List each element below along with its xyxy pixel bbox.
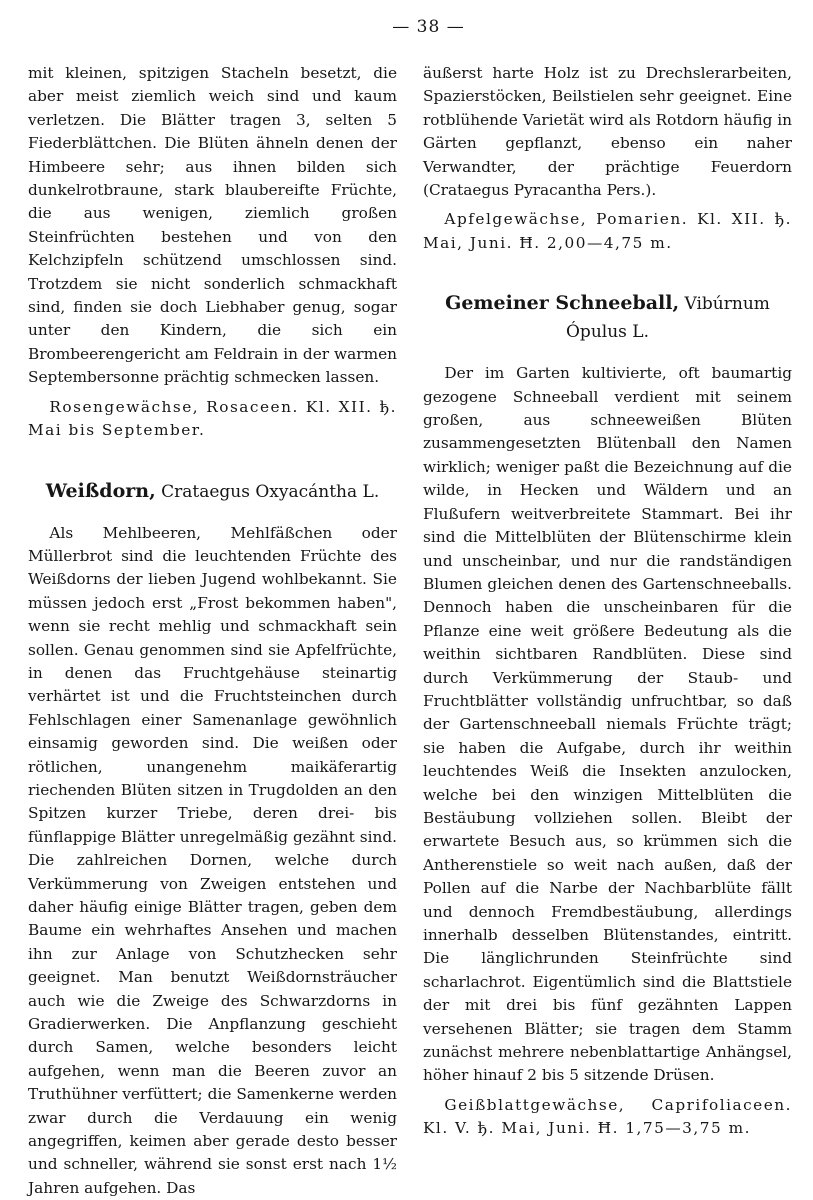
brombeere-text-continued: mit kleinen, spitzigen Stacheln besetzt, die aber meist ziemlich weich sind und kaum verletzen. Die Blätter tragen 3, selten 5 Fiederblättchen. Die Blüten ähneln denen der Himbeere sehr; aus ihnen bilden sich dunkelrotbraune, stark blaubereifte Früchte, die aus wenigen, ziemlich großen Steinfrüchten bestehen und von den Kelchzipfeln schützend umschlossen sind. Trotzdem sie nicht sonderlich schmackhaft sind, finden sie doch Liebhaber genug, sogar unter den Kindern, die sich ein Brombeerengericht am Feldrain in der warmen Septembersonne prächtig schmecken lassen. — [28, 64, 397, 387]
page-number: — 38 — — [392, 17, 465, 37]
page-header — [28, 0, 793, 62]
weissdorn-latin: Crataegus Oxyacántha L. — [161, 481, 380, 502]
weissdorn-text-continued: äußerst harte Holz ist zu Drechslerarbeiten, Spazierstöcken, Beilstielen sehr geeignet. Eine rotblühende Varietät wird als Rotdorn häufig in Gärten gepflanzt, ebenso ein naher Verwandter, der prächtige Feuerdorn (Crataegus Pyracantha Pers.). — [423, 64, 792, 200]
weissdorn-heading — [28, 477, 397, 506]
weissdorn-name: Weißdorn, — [45, 479, 156, 502]
family-rosaceae-line: Rosengewächse, Rosaceen. Kl. XII. ђ. Mai bis September. — [28, 397, 397, 440]
schneeball-heading — [423, 289, 792, 346]
schneeball-name: Gemeiner Schneeball, — [445, 292, 680, 315]
weissdorn-text: Als Mehlbeeren, Mehlfäßchen oder Müllerbrot sind die leuchtenden Früchte des Weißdorns der lieben Jugend wohlbekannt. Sie müssen jedoch erst „Frost bekommen haben", wenn sie recht mehlig und schmackhaft sein sollen. Genau genommen sind sie Apfelfrüchte, in denen das Fruchtgehäuse steinartig verhärtet ist und die Fruchtsteinchen durch Fehlschlagen einer Samenanlage gewöhnlich einsamig geworden sind. Die weißen oder rötlichen, unangenehm maikäferartig riechenden Blüten sitzen in Trugdolden an den Spitzen kurzer Triebe, deren drei- bis fünflappige Blätter unregelmäßig gezähnt sind. Die zahlreichen Dornen, welche durch Verkümmerung von Zweigen entstehen und daher häufig einige Blätter tragen, geben dem Baume ein wehrhaftes Ansehen und machen ihn zur Anlage von Schutzhecken sehr geeignet. Man benutzt Weißdornsträucher auch wie die Zweige des Schwarzdorns in Gradierwerken. Die Anpflanzung geschieht durch Samen, welche besonders leicht aufgehen, wenn man die Beeren zuvor an Truthühner verfüttert; die Samenkerne werden zwar durch die Verdauung ein wenig angegriffen, keimen aber gerade desto besser und schneller, während sie sonst erst nach 1½ Jahren aufgehen. Das — [28, 523, 397, 1197]
family-caprifoliaceae-line: Geißblattgewächse, Caprifoliaceen. Kl. V. ђ. Mai, Juni. Ħ. 1,75—3,75 m. — [423, 1095, 792, 1138]
text-columns — [28, 62, 793, 1200]
left-column — [28, 62, 397, 1200]
family-pomarien-line: Apfelgewächse, Pomarien. Kl. XII. ђ. Mai, Juni. Ħ. 2,00—4,75 m. — [423, 210, 792, 252]
right-column — [423, 62, 792, 1200]
schneeball-latin: Vibúrnum Ópulus L. — [566, 294, 770, 343]
schneeball-text: Der im Garten kultivierte, oft baumartig gezogene Schneeball verdient mit seinem großen, aus schneeweißen Blüten zusammengesetzten Blütenball den Namen wirklich; weniger paßt die Bezeichnung auf die wilde, in Hecken und Wäldern und an Flußufern weitverbreitete Stammart. Bei ihr sind die Mittelblüten der Blütenschirme klein und unscheinbar, und nur die randständigen Blumen gleichen denen des Gartenschneeballs. Dennoch haben die unscheinbaren für die Pflanze eine weit größere Bedeutung als die weithin sichtbaren Randblüten. Diese sind durch Verkümmerung der Staub- und Fruchtblätter vollständig unfruchtbar, so daß der Gartenschneeball niemals Früchte trägt; sie haben die Aufgabe, durch ihr weithin leuchtendes Weiß die Insekten anzulocken, welche bei den winzigen Mittelblüten die Bestäubung vollziehen sollen. Bleibt der erwartete Besuch aus, so krümmen sich die Antherenstiele so weit nach außen, daß der Pollen auf die Narbe der Nachbarblüte fällt und dennoch Fremdbestäubung, allerdings innerhalb desselben Blütenstandes, eintritt. Die länglichrunden Steinfrüchte sind scharlachrot. Eigentümlich sind die Blattstiele der mit drei bis fünf gezähnten Lappen versehenen Blätter; sie tragen dem Stamm zunächst mehrere nebenblattartige Anhängsel, höher hinauf 2 bis 5 sitzende Drüsen. — [423, 364, 792, 1085]
